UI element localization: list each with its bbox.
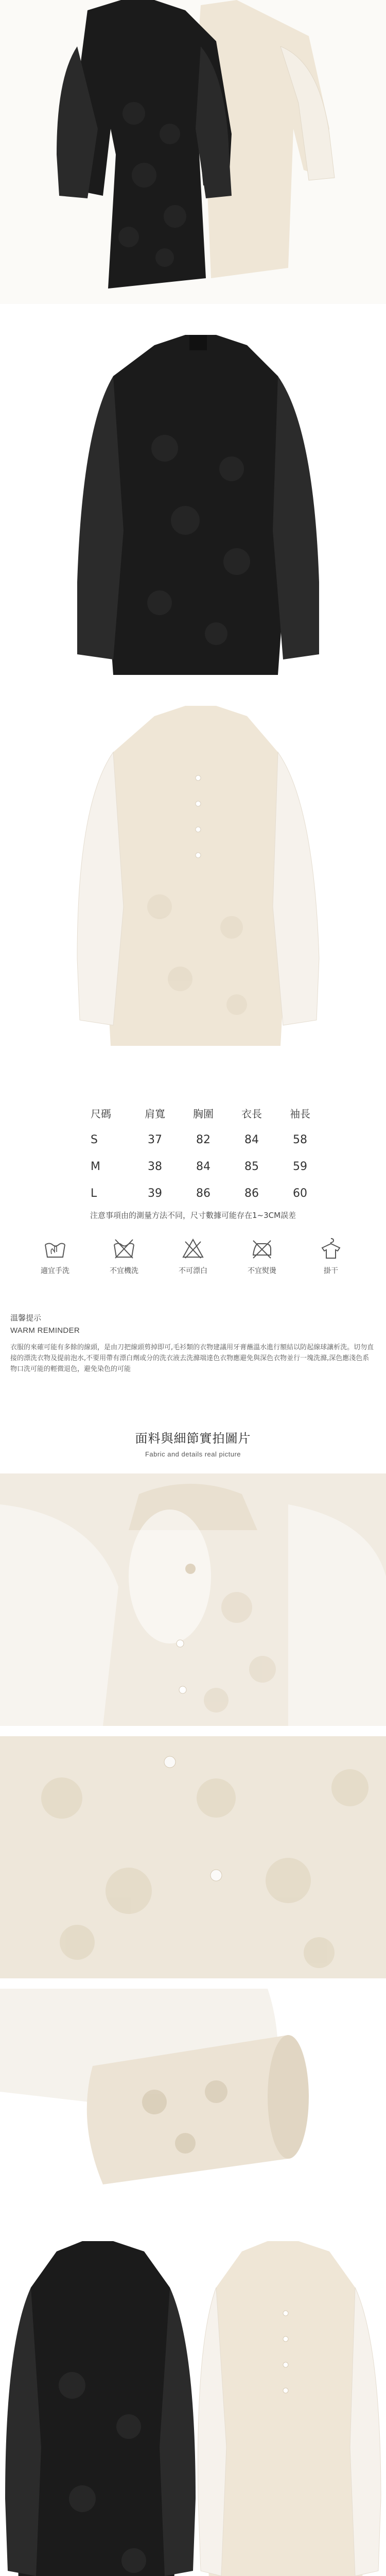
header-bust: 胸圍 [193, 1107, 214, 1120]
size-chart-table [91, 1099, 332, 1207]
care-item-no-iron [239, 1236, 285, 1276]
care-icons-row [32, 1236, 354, 1276]
care-label: 不宜機洗 [110, 1267, 138, 1275]
size-cell: 85 [244, 1160, 259, 1173]
hand-wash-icon [43, 1236, 67, 1260]
care-label: 不宜熨燙 [248, 1267, 276, 1275]
photo-detail-collar [0, 1473, 386, 1726]
size-note: 注意事項由的測量方法不同，尺寸數據可能存在1~3CM誤差 [90, 1211, 296, 1220]
care-item-hand-wash [32, 1236, 78, 1276]
size-cell: 60 [293, 1187, 307, 1200]
hang-dry-icon [319, 1236, 343, 1260]
care-label: 適宜手洗 [41, 1267, 69, 1275]
size-cell: 84 [244, 1133, 259, 1146]
photo-two-dresses-bottom [0, 2231, 386, 2576]
photo-detail-cuff [0, 1989, 386, 2210]
photo-black-dress [0, 314, 386, 685]
size-cell: 59 [293, 1160, 307, 1173]
care-label: 掛干 [324, 1267, 338, 1275]
size-cell: L [91, 1187, 97, 1200]
size-cell: S [91, 1133, 98, 1146]
care-label: 不可漂白 [179, 1267, 207, 1275]
no-bleach-icon [181, 1236, 205, 1260]
care-item-no-machine-wash [101, 1236, 147, 1276]
header-length: 衣長 [241, 1107, 262, 1120]
size-cell: 39 [148, 1187, 162, 1200]
reminder-title-zh: 溫馨提示 [10, 1313, 42, 1323]
reminder-title-en: WARM REMINDER [10, 1326, 80, 1335]
size-cell: 38 [148, 1160, 162, 1173]
warm-reminder [10, 1312, 376, 1375]
size-cell: M [91, 1160, 100, 1173]
size-cell: 84 [196, 1160, 210, 1173]
size-chart-header-row [91, 1099, 332, 1126]
detail-section-title [0, 1428, 386, 1458]
size-cell: 86 [196, 1187, 210, 1200]
reminder-body: 衣服的來確可能有多餘的線頭，是由刀把線頭剪掉即可,毛衫類的衣物建議用牙膏蘸溫水進行額結以防起線球讓析洗。切勿直接的漂洗衣物及提前泡水,不要用帶有漂白劑或分的洗衣液去洗滌端達色衣物應避免與深色衣物並行一塊洗滌,深色應淺色系物口洗可能的輕微退色，避免染色的可能 [10, 1344, 374, 1373]
size-row [91, 1126, 332, 1153]
no-iron-icon [250, 1236, 274, 1260]
size-cell: 37 [148, 1133, 162, 1146]
care-item-hang-dry [308, 1236, 354, 1276]
size-row [91, 1180, 332, 1207]
detail-title-en: Fabric and details real picture [145, 1450, 241, 1458]
size-row [91, 1153, 332, 1180]
photo-two-dresses-top [0, 0, 386, 304]
size-cell: 82 [196, 1133, 210, 1146]
size-cell: 58 [293, 1133, 307, 1146]
photo-cream-dress [0, 690, 386, 1061]
care-item-no-bleach [170, 1236, 216, 1276]
size-cell: 86 [244, 1187, 259, 1200]
header-sleeve: 袖長 [290, 1107, 310, 1120]
photo-detail-jacquard [0, 1736, 386, 1978]
header-shoulder: 肩寬 [145, 1107, 165, 1120]
no-tumble-dry-icon [112, 1236, 136, 1260]
detail-title-zh: 面料與細節實拍圖片 [135, 1431, 251, 1446]
header-size: 尺碼 [91, 1107, 111, 1120]
